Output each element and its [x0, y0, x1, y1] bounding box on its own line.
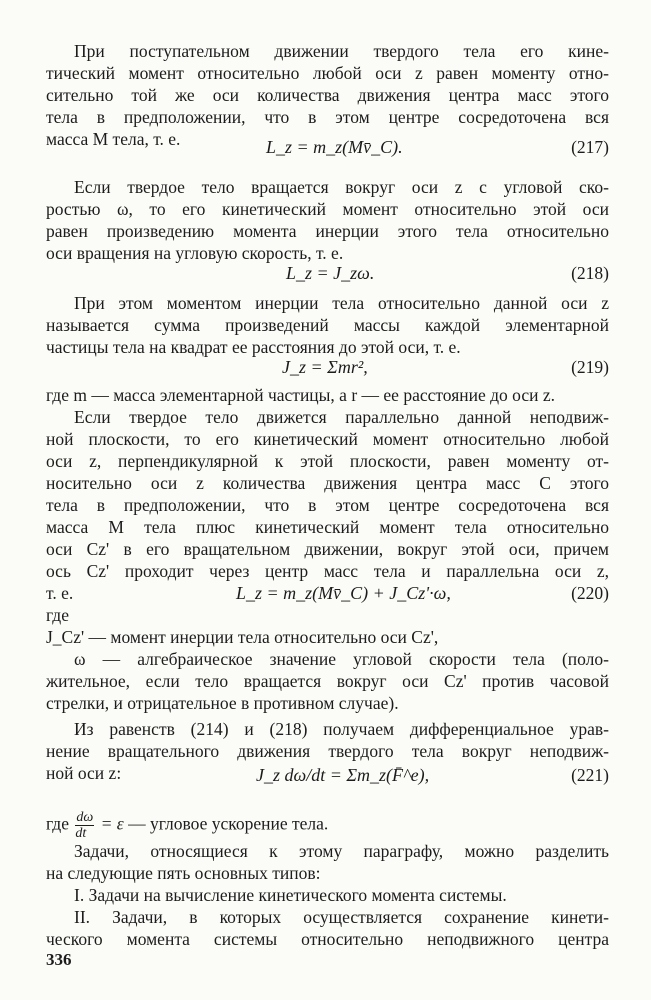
formula-219: J_z = Σmr²,: [282, 357, 368, 377]
text-line: масса M тела плюс кинетический момент тела относительно: [46, 517, 609, 537]
text-line: на следующие пять основных типов:: [46, 863, 321, 883]
text-line: ω — алгебраическое значение угловой скорости тела (поло-: [74, 649, 609, 669]
text-line: При этом моментом инерции тела относительно данной оси z: [74, 293, 609, 313]
text-line: оси Cz' в его вращательном движении, вокруг этой оси, причем: [46, 539, 609, 559]
text-line: оси вращения на угловую скорость, т. е.: [46, 243, 344, 263]
text-line: тический момент относительно любой оси z равен моменту отно-: [46, 63, 609, 83]
formula-217: L_z = m_z(Mv̄_C).: [266, 137, 403, 157]
fraction-domega-dt: [75, 810, 94, 841]
text-line: жительное, если тело вращается вокруг оси Cz' против часовой: [46, 671, 609, 691]
text-line: где m — масса элементарной частицы, а r — ее расстояние до оси z.: [46, 385, 555, 405]
text-line: называется сумма произведений массы каждой элементарной: [46, 315, 609, 335]
text-line: тела в предположении, что в этом центре сосредоточена вся: [46, 107, 609, 127]
text-line: т. е.: [46, 583, 74, 603]
text-line: J_Cz' — момент инерции тела относительно оси Cz',: [46, 627, 439, 647]
text-line: Если твердое тело движется параллельно данной неподвиж-: [74, 407, 609, 427]
text-line: где: [46, 605, 69, 625]
text-line: стрелки, и отрицательное в противном случае).: [46, 693, 399, 713]
text-line: При поступательном движении твердого тела его кине-: [74, 41, 609, 61]
text-line: масса M тела, т. е.: [46, 129, 181, 149]
page-number: 336: [46, 950, 72, 969]
text-line: ростью ω, то его кинетический момент относительно этой оси: [46, 199, 609, 219]
text-line: нение вращательного движения твердого тела вокруг неподвиж-: [46, 741, 609, 761]
equation-number-221: (221): [571, 765, 609, 785]
text-line: равен произведению момента инерции этого тела относительно: [46, 221, 609, 241]
epsilon-symbol: = ε: [100, 813, 124, 834]
formula-221: J_z dω/dt = Σm_z(F̄^e),: [256, 765, 430, 785]
text-line: частицы тела на квадрат ее расстояния до этой оси, т. е.: [46, 337, 461, 357]
epsilon-definition-line: [46, 810, 609, 841]
text-line: I. Задачи на вычисление кинетического момента системы.: [74, 885, 507, 905]
text-line: сительно той же оси количества движения центра масс этого: [46, 85, 609, 105]
text-line: ной плоскости, то его кинетический момент относительно любой: [46, 429, 609, 449]
text-line: носительно оси z количества движения центра масс C этого: [46, 473, 609, 493]
text-line: ческого момента системы относительно неподвижного центра: [46, 929, 609, 949]
text-fragment: где: [46, 813, 69, 834]
text-line: Если твердое тело вращается вокруг оси z с угловой ско-: [74, 177, 609, 197]
text-line: тела в предположении, что в этом центре сосредоточена вся: [46, 495, 609, 515]
text-line: Задачи, относящиеся к этому параграфу, можно разделить: [74, 841, 609, 861]
text-line: II. Задачи, в которых осуществляется сохранение кинети-: [74, 907, 609, 927]
equation-number-218: (218): [571, 263, 609, 283]
formula-218: L_z = J_zω.: [286, 263, 375, 283]
equation-number-217: (217): [571, 137, 609, 157]
fraction-denominator: dt: [75, 826, 87, 841]
fraction-numerator: dω: [76, 810, 94, 825]
text-line: оси z, перпендикулярной к этой плоскости, равен моменту от-: [46, 451, 609, 471]
text-line: ось Cz' проходит через центр масс тела и параллельна оси z,: [46, 561, 609, 581]
text-fragment: — угловое ускорение тела.: [128, 813, 329, 834]
equation-number-220: (220): [571, 583, 609, 603]
equation-number-219: (219): [571, 357, 609, 377]
text-line: Из равенств (214) и (218) получаем дифференциальное урав-: [74, 719, 609, 739]
text-line: ной оси z:: [46, 763, 122, 783]
formula-220: L_z = m_z(Mv̄_C) + J_Cz'·ω,: [236, 583, 451, 603]
